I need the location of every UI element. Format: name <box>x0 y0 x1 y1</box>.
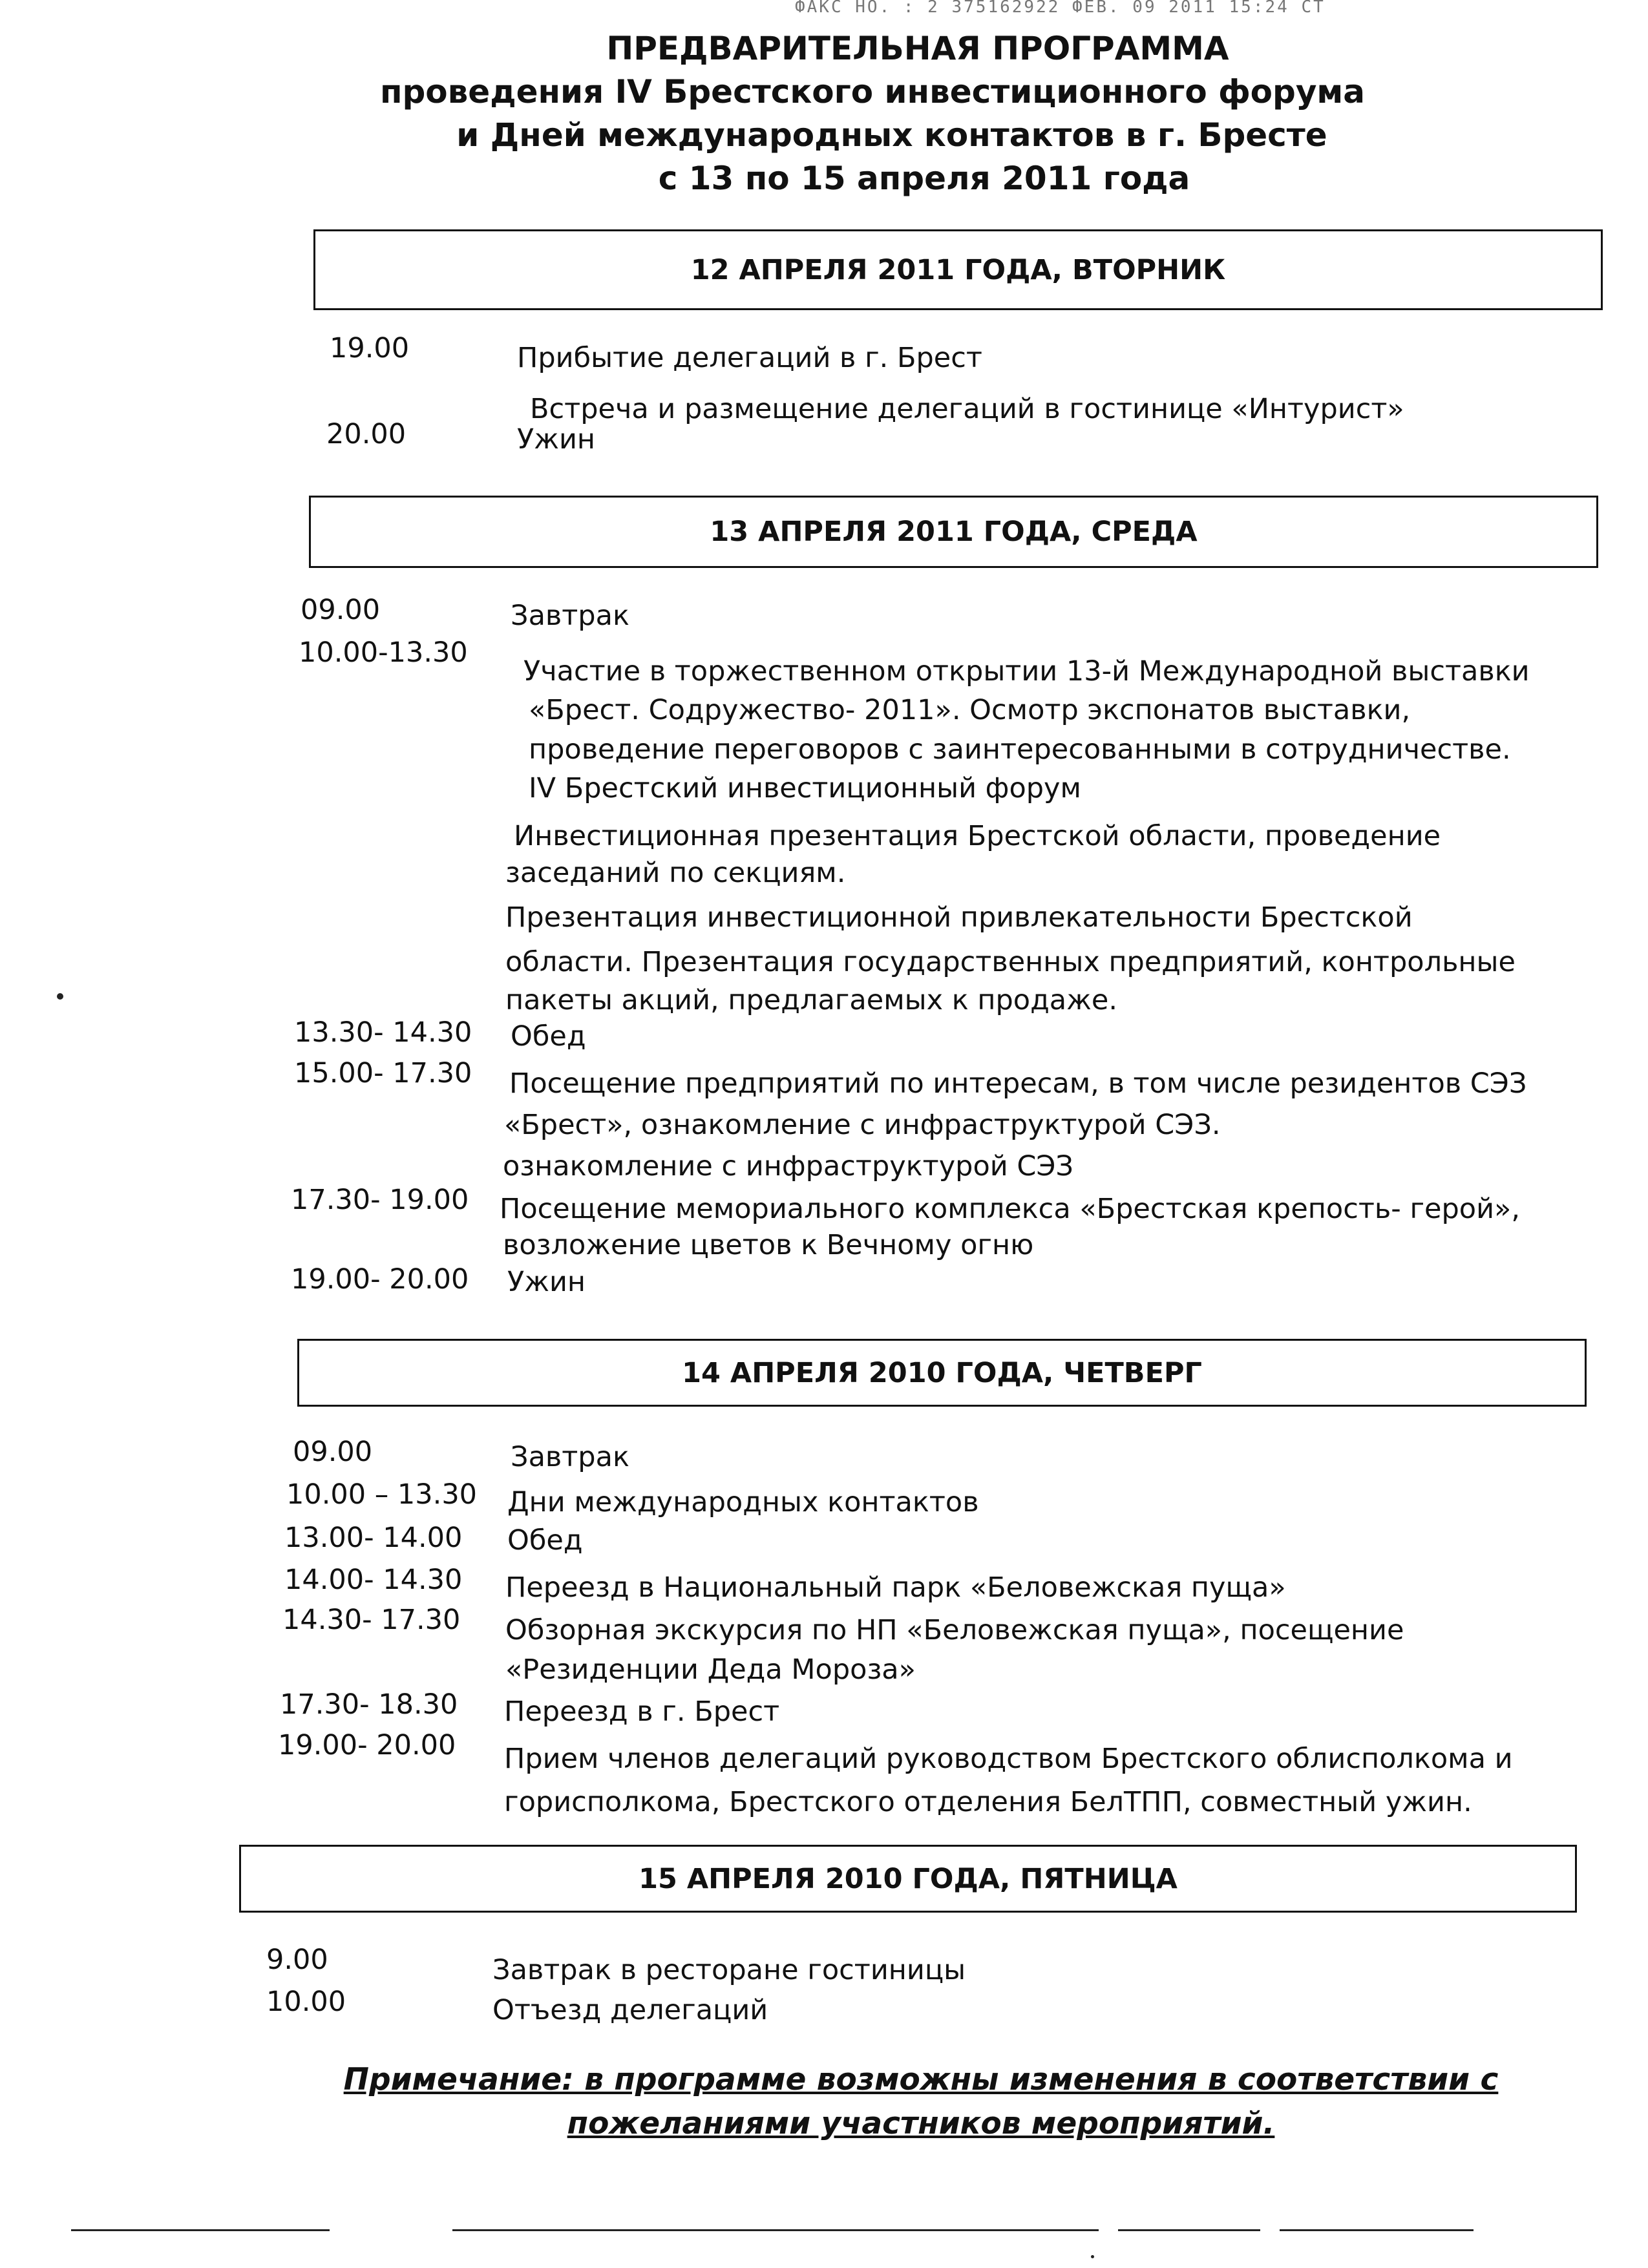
schedule-item: Посещение мемориального комплекса «Брестская крепость- герой», <box>500 1193 1521 1225</box>
schedule-time: 15.00- 17.30 <box>294 1057 472 1089</box>
day-header-label: 14 АПРЕЛЯ 2010 ГОДА, ЧЕТВЕРГ <box>682 1356 1202 1389</box>
schedule-item: заседаний по секциям. <box>505 857 846 889</box>
day-header-15-april <box>239 1845 1577 1913</box>
day-header-label: 13 АПРЕЛЯ 2011 ГОДА, СРЕДА <box>710 516 1198 548</box>
note-line-2: пожеланиями участников мероприятий. <box>567 2106 1275 2141</box>
scan-speck <box>57 993 63 1000</box>
schedule-time: 17.30- 18.30 <box>280 1688 458 1721</box>
schedule-item: ознакомление с инфраструктурой СЭЗ <box>503 1150 1073 1182</box>
schedule-time: 19.00- 20.00 <box>291 1263 469 1296</box>
schedule-item: «Брест», ознакомление с инфраструктурой СЭЗ. <box>504 1109 1221 1141</box>
note-line-1: Примечание: в программе возможны изменения в соответствии с <box>343 2062 1499 2097</box>
schedule-item: Отъезд делегаций <box>492 1994 768 2026</box>
title-line-2: проведения IV Брестского инвестиционного форума <box>379 73 1366 110</box>
schedule-item: Участие в торжественном открытии 13-й Международной выставки <box>523 655 1530 688</box>
day-header-label: 12 АПРЕЛЯ 2011 ГОДА, ВТОРНИК <box>690 253 1226 286</box>
schedule-item: возложение цветов к Вечному огню <box>503 1229 1034 1261</box>
bottom-divider <box>1118 2229 1260 2231</box>
schedule-item: Переезд в г. Брест <box>504 1696 780 1728</box>
schedule-time: 09.00 <box>301 594 381 626</box>
schedule-item: Завтрак в ресторане гостиницы <box>492 1954 966 1986</box>
bottom-divider <box>452 2229 1099 2231</box>
schedule-item: Ужин <box>507 1266 586 1298</box>
schedule-time: 19.00 <box>330 332 410 364</box>
schedule-item: Встреча и размещение делегаций в гостинице «Интурист» <box>530 393 1404 425</box>
day-header-13-april <box>309 496 1598 568</box>
day-header-12-april <box>313 229 1603 310</box>
schedule-time: 9.00 <box>266 1944 328 1976</box>
schedule-time: 20.00 <box>326 418 407 450</box>
schedule-item: Инвестиционная презентация Брестской области, проведение <box>514 820 1441 852</box>
schedule-time: 09.00 <box>293 1436 373 1468</box>
schedule-item: Прием членов делегаций руководством Брестского облисполкома и <box>504 1743 1513 1775</box>
schedule-item: пакеты акций, предлагаемых к продаже. <box>505 984 1118 1016</box>
schedule-item: Прибытие делегаций в г. Брест <box>517 342 982 374</box>
bottom-divider <box>1280 2229 1474 2231</box>
schedule-item: Обед <box>511 1020 586 1053</box>
schedule-item: Переезд в Национальный парк «Беловежская пуща» <box>505 1571 1286 1604</box>
schedule-item: «Резиденции Деда Мороза» <box>505 1654 916 1686</box>
schedule-item: Завтрак <box>511 600 629 632</box>
schedule-item: области. Презентация государственных предприятий, контрольные <box>505 946 1516 978</box>
schedule-time: 14.30- 17.30 <box>282 1604 461 1636</box>
title-line-4: с 13 по 15 апреля 2011 года <box>658 160 1190 197</box>
scan-speck <box>1091 2255 1094 2258</box>
schedule-item: проведение переговоров с заинтересованными в сотрудничестве. <box>529 733 1511 766</box>
schedule-item: Посещение предприятий по интересам, в том числе резидентов СЭЗ <box>509 1067 1527 1100</box>
schedule-item: Ужин <box>517 423 596 456</box>
schedule-time: 10.00-13.30 <box>299 636 468 669</box>
schedule-time: 19.00- 20.00 <box>278 1729 456 1761</box>
day-header-14-april <box>297 1339 1587 1407</box>
schedule-item: Завтрак <box>511 1441 629 1473</box>
program-note <box>323 2058 1519 2146</box>
day-header-label: 15 АПРЕЛЯ 2010 ГОДА, ПЯТНИЦА <box>639 1862 1178 1895</box>
schedule-time: 10.00 <box>266 1986 346 2018</box>
schedule-time: 13.00- 14.00 <box>284 1522 463 1554</box>
schedule-item: IV Брестский инвестиционный форум <box>529 772 1081 804</box>
fax-header: ФАКС НО. : 2 375162922 ФЕВ. 09 2011 15:24 СТ <box>795 0 1326 17</box>
schedule-time: 10.00 – 13.30 <box>286 1478 478 1511</box>
schedule-item: Обзорная экскурсия по НП «Беловежская пуща», посещение <box>505 1614 1404 1646</box>
schedule-item: Дни международных контактов <box>507 1486 979 1518</box>
schedule-item: Презентация инвестиционной привлекательности Брестской <box>505 901 1413 934</box>
schedule-item: горисполкома, Брестского отделения БелТПП, совместный ужин. <box>504 1786 1472 1818</box>
document-title <box>0 27 1648 200</box>
title-line-1: ПРЕДВАРИТЕЛЬНАЯ ПРОГРАММА <box>606 30 1229 67</box>
schedule-time: 13.30- 14.30 <box>294 1016 472 1049</box>
schedule-time: 14.00- 14.30 <box>284 1564 463 1596</box>
schedule-time: 17.30- 19.00 <box>291 1184 469 1216</box>
schedule-item: Обед <box>507 1524 583 1557</box>
bottom-divider <box>71 2229 330 2231</box>
schedule-item: «Брест. Содружество- 2011». Осмотр экспонатов выставки, <box>529 694 1411 726</box>
title-line-3: и Дней международных контактов в г. Бресте <box>456 116 1327 154</box>
